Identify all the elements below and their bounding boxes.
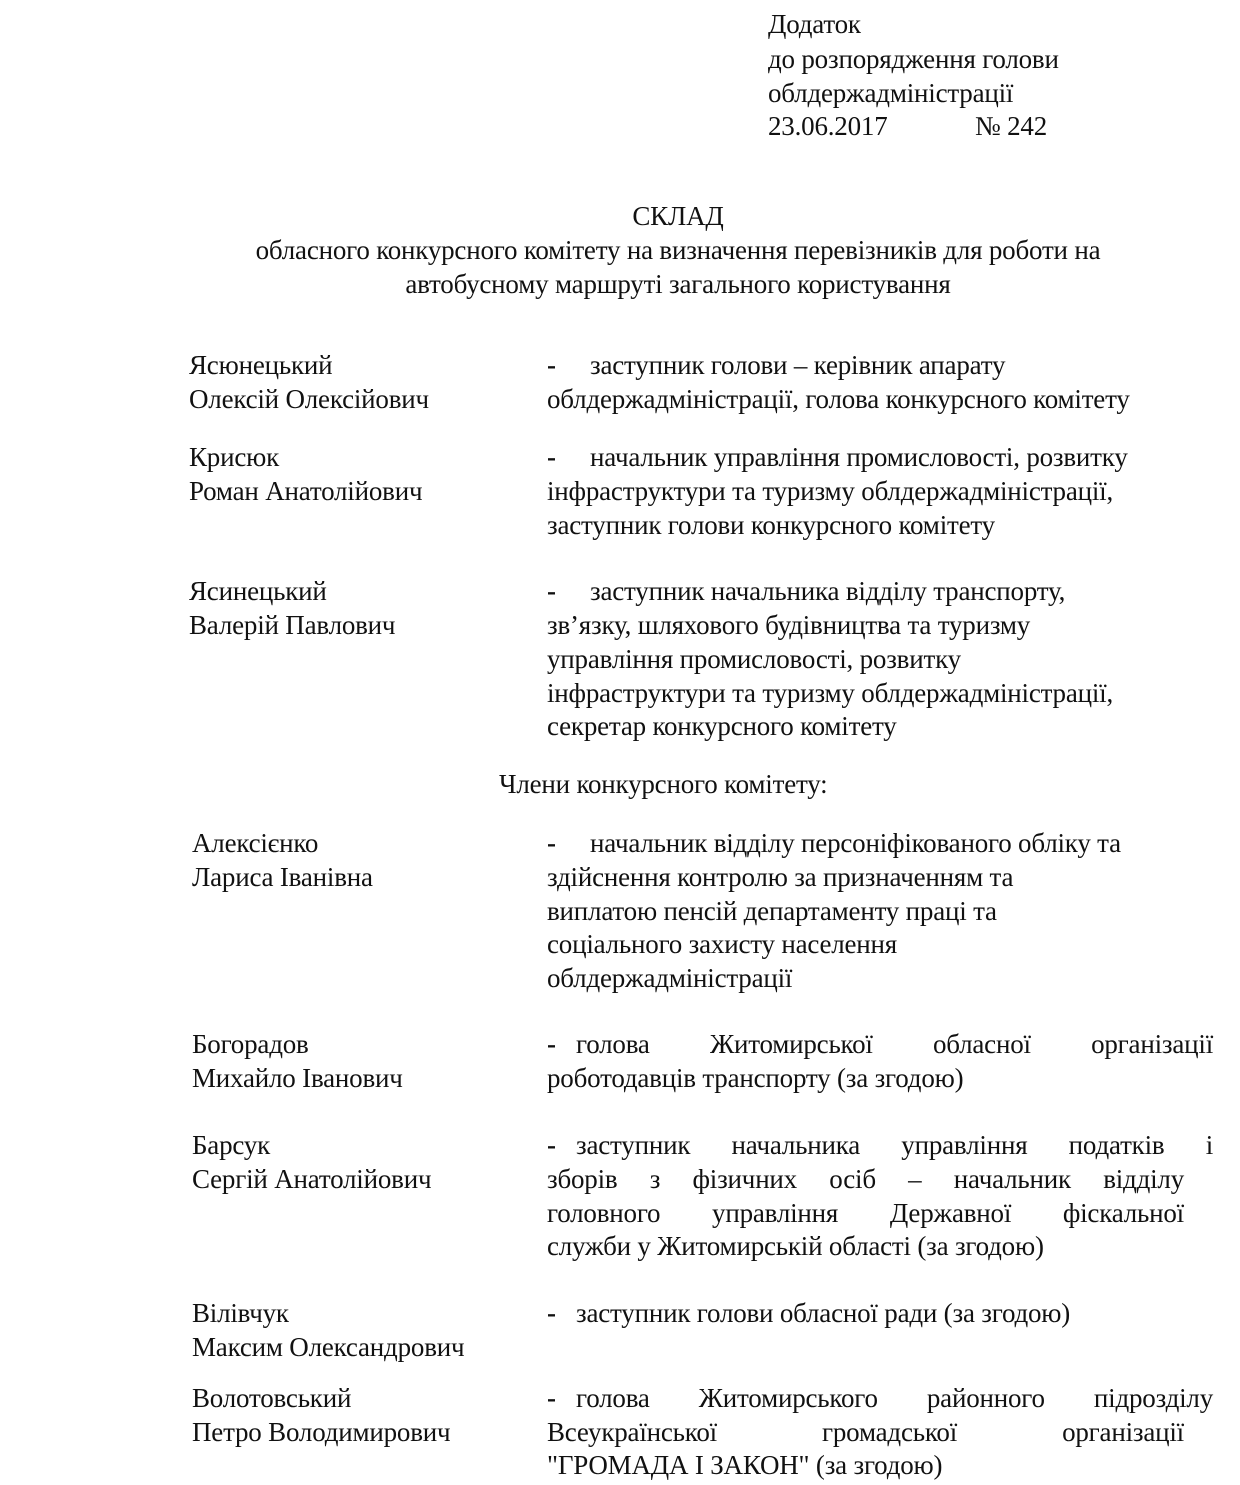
- position-line: голова Житомирського районного підрозділу: [576, 1383, 1213, 1413]
- member-surname: Ясинецький: [189, 576, 327, 606]
- member-given-name: Сергій Анатолійович: [192, 1164, 432, 1194]
- position-line: головного управління Державної фіскальної: [547, 1198, 1184, 1228]
- administration-label: облдержадміністрації: [768, 78, 1014, 108]
- member-given-name: Роман Анатолійович: [189, 476, 423, 506]
- order-number: № 242: [975, 111, 1048, 141]
- position-line: заступник голови обласної ради (за згодою): [576, 1298, 1071, 1328]
- member-given-name: Михайло Іванович: [192, 1063, 403, 1093]
- member-surname: Волотовський: [192, 1383, 352, 1413]
- member-given-name: Петро Володимирович: [192, 1417, 451, 1447]
- dash-marker: -: [547, 350, 556, 380]
- position-line: інфраструктури та туризму облдержадміністрації,: [547, 476, 1114, 506]
- title-sub-line-2: автобусному маршруті загального користування: [405, 269, 951, 299]
- member-surname: Барсук: [192, 1130, 271, 1160]
- position-line: Всеукраїнської громадської організації: [547, 1417, 1184, 1447]
- dash-marker: -: [547, 1029, 556, 1059]
- appendix-label: Додаток: [768, 9, 861, 39]
- position-line: служби у Житомирській області (за згодою): [547, 1231, 1044, 1261]
- position-line: голова Житомирської обласної організації: [576, 1029, 1213, 1059]
- member-surname: Алексієнко: [192, 828, 319, 858]
- position-line: заступник голови – керівник апарату: [590, 350, 1006, 380]
- position-line: начальник відділу персоніфікованого обліку та: [590, 828, 1121, 858]
- dash-marker: -: [547, 828, 556, 858]
- position-line: "ГРОМАДА І ЗАКОН" (за згодою): [547, 1450, 943, 1480]
- position-line: виплатою пенсій департаменту праці та: [547, 896, 997, 926]
- members-heading: Члени конкурсного комітету:: [499, 769, 828, 799]
- title-sub-line-1: обласного конкурсного комітету на визначення перевізників для роботи на: [255, 235, 1101, 265]
- position-line: заступник начальника відділу транспорту,: [590, 576, 1066, 606]
- title-main: СКЛАД: [632, 201, 724, 231]
- dash-marker: -: [547, 1130, 556, 1160]
- order-reference: до розпорядження голови: [768, 44, 1059, 74]
- member-surname: Ясюнецький: [189, 350, 333, 380]
- member-surname: Богорадов: [192, 1029, 309, 1059]
- position-line: роботодавців транспорту (за згодою): [547, 1063, 964, 1093]
- member-given-name: Валерій Павлович: [189, 610, 396, 640]
- member-surname: Вілівчук: [192, 1298, 289, 1328]
- position-line: зборів з фізичних осіб – начальник відділу: [547, 1164, 1184, 1194]
- member-surname: Крисюк: [189, 442, 280, 472]
- position-line: соціального захисту населення: [547, 929, 898, 959]
- dash-marker: -: [547, 1383, 556, 1413]
- member-given-name: Лариса Іванівна: [192, 862, 373, 892]
- dash-marker: -: [547, 442, 556, 472]
- position-line: інфраструктури та туризму облдержадміністрації,: [547, 678, 1114, 708]
- position-line: секретар конкурсного комітету: [547, 711, 897, 741]
- member-given-name: Олексій Олексійович: [189, 384, 429, 414]
- order-date: 23.06.2017: [768, 111, 888, 141]
- position-line: облдержадміністрації, голова конкурсного комітету: [547, 384, 1130, 414]
- position-line: зв’язку, шляхового будівництва та туризму: [547, 610, 1031, 640]
- member-given-name: Максим Олександрович: [192, 1332, 465, 1362]
- position-line: управління промисловості, розвитку: [547, 644, 961, 674]
- position-line: здійснення контролю за призначенням та: [547, 862, 1014, 892]
- dash-marker: -: [547, 576, 556, 606]
- position-line: заступник голови конкурсного комітету: [547, 510, 995, 540]
- dash-marker: -: [547, 1298, 556, 1328]
- position-line: облдержадміністрації: [547, 963, 793, 993]
- position-line: начальник управління промисловості, розвитку: [590, 442, 1128, 472]
- position-line: заступник начальника управління податків і: [576, 1130, 1213, 1160]
